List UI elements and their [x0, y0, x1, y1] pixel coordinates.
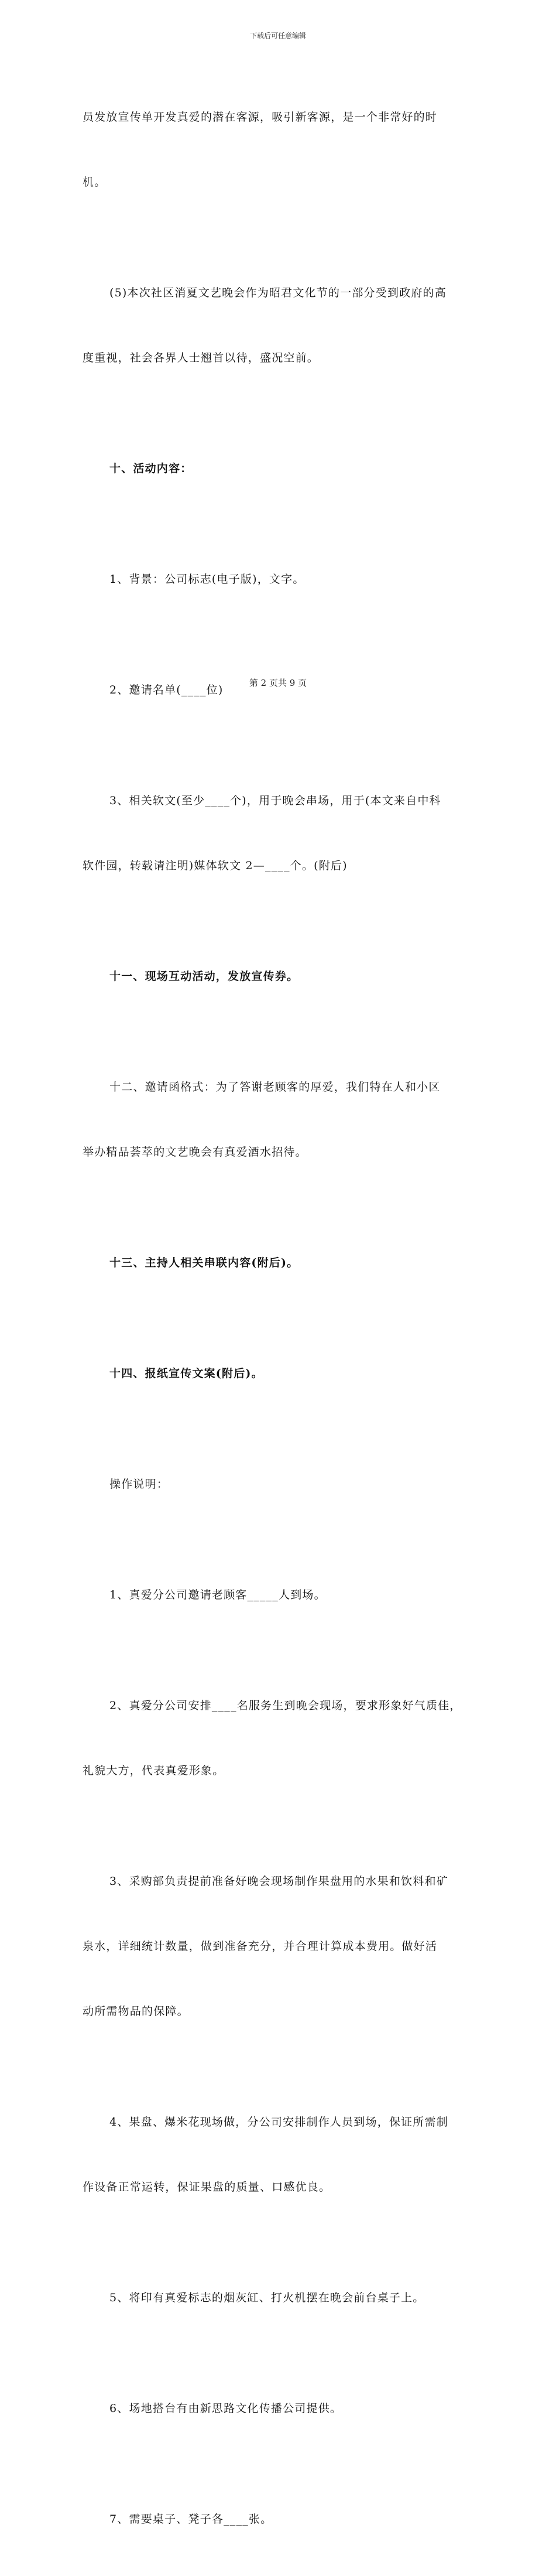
paragraph-line: 6、场地搭台有由新思路文化传播公司提供。: [109, 2402, 342, 2415]
paragraph-line: 泉水，详细统计数量，做到准备充分，并合理计算成本费用。做好活: [83, 1940, 438, 1953]
section-heading-ten: [83, 415, 481, 523]
paragraph-line: 操作说明：: [109, 1478, 169, 1491]
paragraph-line: 2、真爱分公司安排____名服务生到晚会现场，要求形象好气质佳，: [109, 1699, 462, 1712]
list-item: [83, 747, 481, 920]
paragraph-line: 十二、邀请函格式：为了答谢老顾客的厚爱，我们特在人和小区: [109, 1081, 441, 1094]
paragraph-line: 5、将印有真爱标志的烟灰缸、打火机摆在晚会前台桌子上。: [109, 2291, 425, 2304]
paragraph-line: 1、背景：公司标志(电子版)，文字。: [109, 573, 305, 586]
paragraph-line: (5)本次社区消夏文艺晚会作为昭君文化节的一部分受到政府的高: [109, 286, 447, 299]
list-item: [83, 2244, 481, 2352]
list-item: [83, 636, 481, 744]
paragraph-p1: [83, 239, 481, 412]
paragraph-line: 十一、现场互动活动，发放宣传券。: [109, 970, 299, 983]
list-item: [83, 1827, 481, 2066]
paragraph-line: 3、采购部负责提前准备好晚会现场制作果盘用的水果和饮料和矿: [109, 1875, 448, 1888]
list-item: [83, 1652, 481, 1825]
list-item: [83, 1541, 481, 1649]
paragraph-p0: [83, 63, 481, 237]
paragraph-p7: [83, 1033, 481, 1207]
paragraph-line: 2、邀请名单(____位): [109, 684, 224, 696]
paragraph-line: 软件园，转载请注明)媒体软文 2—____个。(附后): [83, 859, 348, 872]
page-header: 下载后可任意编辑: [249, 32, 306, 40]
list-item: [83, 525, 481, 634]
page-footer: 第 2 页共 9 页: [249, 678, 307, 688]
paragraph-line: 动所需物品的保障。: [83, 2005, 189, 2018]
paragraph-line: 度重视，社会各界人士翘首以待，盛况空前。: [83, 351, 320, 364]
section-heading-fourteen: [83, 1320, 481, 1428]
paragraph-line: 机。: [83, 176, 107, 189]
paragraph-line: 员发放宣传单开发真爱的潜在客源，吸引新客源，是一个非常好的时: [83, 111, 438, 124]
document-body: [83, 63, 481, 2576]
paragraph-line: 十、活动内容：: [109, 462, 193, 475]
section-heading-eleven: [83, 923, 481, 1031]
paragraph-line: 十四、报纸宣传文案(附后)。: [109, 1367, 263, 1380]
paragraph-line: 作设备正常运转，保证果盘的质量、口感优良。: [83, 2181, 331, 2194]
list-item: [83, 2465, 481, 2574]
paragraph-line: 举办精品荟萃的文艺晚会有真爱酒水招待。: [83, 1146, 307, 1159]
section-heading-thirteen: [83, 1209, 481, 1317]
paragraph-line: 3、相关软文(至少____个)，用于晚会串场，用于(本文来自中科: [109, 794, 441, 807]
operation-notes-heading: [83, 1430, 481, 1539]
list-item: [83, 2068, 481, 2242]
paragraph-line: 4、果盘、爆米花现场做，分公司安排制作人员到场，保证所需制: [109, 2116, 448, 2129]
paragraph-line: 7、需要桌子、凳子各____张。: [109, 2513, 273, 2526]
paragraph-line: 礼貌大方，代表真爱形象。: [83, 1764, 225, 1777]
paragraph-line: 1、真爱分公司邀请老顾客_____人到场。: [109, 1588, 326, 1601]
list-item: [83, 2355, 481, 2463]
paragraph-line: 十三、主持人相关串联内容(附后)。: [109, 1256, 299, 1269]
